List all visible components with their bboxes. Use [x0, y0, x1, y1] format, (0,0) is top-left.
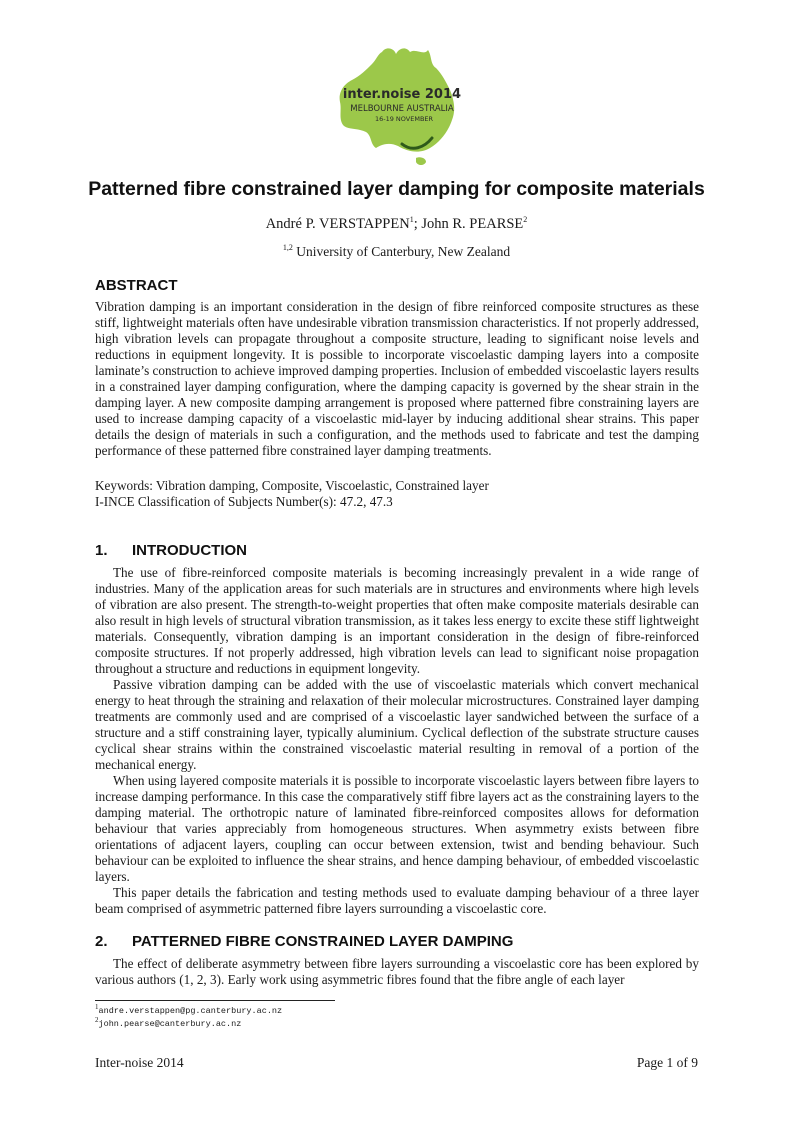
abstract-heading: ABSTRACT	[95, 277, 178, 294]
abstract-text: Vibration damping is an important consideration in the design of fibre reinforced composite structures as these stiff, lightweight materials often have undesirable vibration transmission characteristics. If not properly addressed, high vibration levels can propagate throughout a composite structure, leading to significant noise levels and reductions in equipment longevity. It is possible to incorporate viscoelastic damping layers into a composite laminate’s construction to achieve improved damping properties. Inclusion of embedded viscoelastic layers results in a constrained layer damping configuration, where the damping capacity is governed by the shear strain in the damping layer. A new composite damping arrangement is proposed where patterned fibre constraining layers are used to increase damping capacity of a viscoelastic mid-layer by inducing additional shear strains. This paper details the design of materials in such a configuration, and the methods used to fabricate and test the damping performance of these patterned fibre constrained layer damping treatments.	[95, 299, 699, 458]
section-heading	[95, 542, 247, 559]
paragraph: The use of fibre-reinforced composite materials is becoming increasingly prevalent in a wide range of industries. Many of the application areas for such materials are in structures and environments where high levels of vibration are also present. The strength-to-weight properties that often make composite materials desirable can also result in high levels of structural vibration transmission, as it takes less energy to excite these stiff lightweight materials. Consequently, vibration damping is an important consideration in the design of fibre-reinforced composite structures. If not properly addressed, high vibration levels can lead to significant noise propagation throughout a structure and reductions in equipment longevity.	[95, 565, 699, 676]
section-number: 2.	[95, 933, 108, 950]
footnote	[95, 1016, 242, 1029]
footer-page-number: Page 1 of 9	[636, 1055, 698, 1070]
footnote-email-link[interactable]: john.pearse@canterbury.ac.nz	[98, 1019, 242, 1029]
classification-line: I-INCE Classification of Subjects Number(s): 47.2, 47.3	[95, 494, 393, 509]
footnote-email-link[interactable]: andre.verstappen@pg.canterbury.ac.nz	[98, 1006, 283, 1016]
author-name: André P. VERSTAPPEN	[265, 216, 410, 232]
logo-event-name: inter.noise 2014	[342, 87, 462, 102]
footnote-mark: 1	[95, 1003, 99, 1011]
footnote-rule	[95, 1000, 335, 1001]
author-mark: 1	[409, 215, 414, 224]
author-mark: 2	[523, 215, 528, 224]
footnote-mark: 2	[95, 1016, 99, 1024]
footer-conference: Inter-noise 2014	[95, 1055, 184, 1070]
affiliation-mark: 1,2	[282, 243, 293, 252]
author-separator: ;	[413, 216, 422, 232]
island-icon	[416, 157, 426, 165]
author-name: John R. PEARSE	[421, 216, 524, 232]
author-line	[0, 216, 793, 233]
affiliation-text: University of Canterbury, New Zealand	[292, 244, 511, 259]
logo-city: MELBOURNE AUSTRALIA	[350, 104, 454, 114]
affiliation-line	[0, 244, 793, 260]
section-title: INTRODUCTION	[132, 542, 247, 559]
section-heading	[95, 933, 513, 950]
section-title: PATTERNED FIBRE CONSTRAINED LAYER DAMPING	[132, 933, 514, 950]
paper-title: Patterned fibre constrained layer damping for composite materials	[88, 178, 705, 200]
keywords-line: Keywords: Vibration damping, Composite, Viscoelastic, Constrained layer	[95, 478, 489, 493]
paragraph: When using layered composite materials it is possible to incorporate viscoelastic layers between fibre layers to increase damping performance. In this case the comparatively stiff fibre layers act as the constraining layers to the damping material. The orthotropic nature of laminated fibre-reinforced composites allows for deformation behaviour that varies appreciably from homogeneous structures. When asymmetry exists between fibre orientations of adjacent layers, coupling can occur between extension, twist and bending behaviour. Such behaviour can be exploited to influence the shear strains, and hence damping behaviour, of embedded viscoelastic layers.	[95, 773, 699, 884]
paragraph: The effect of deliberate asymmetry between fibre layers surrounding a viscoelastic core has been explored by various authors (1, 2, 3). Early work using asymmetric fibres found that the fibre angle of each layer	[95, 956, 699, 987]
paragraph: Passive vibration damping can be added with the use of viscoelastic materials which convert mechanical energy to heat through the straining and relaxation of their molecular microstructures. Constrained layer damping treatments are commonly used and are comprised of a viscoelastic layer sandwiched between the surface of a structure and a stiff constraining layer, typically aluminium. Cyclical deflection of the substrate structure causes cyclical shear strains within the constrained viscoelastic material resulting in removal of a portion of the mechanical energy.	[95, 677, 699, 772]
logo-dates: 16-19 NOVEMBER	[374, 115, 434, 123]
paragraph: This paper details the fabrication and testing methods used to evaluate damping behaviour of a three layer beam comprised of asymmetric patterned fibre layers surrounding a viscoelastic core.	[95, 885, 699, 916]
section-number: 1.	[95, 542, 108, 559]
conference-logo	[320, 40, 480, 170]
footnote	[95, 1003, 283, 1016]
